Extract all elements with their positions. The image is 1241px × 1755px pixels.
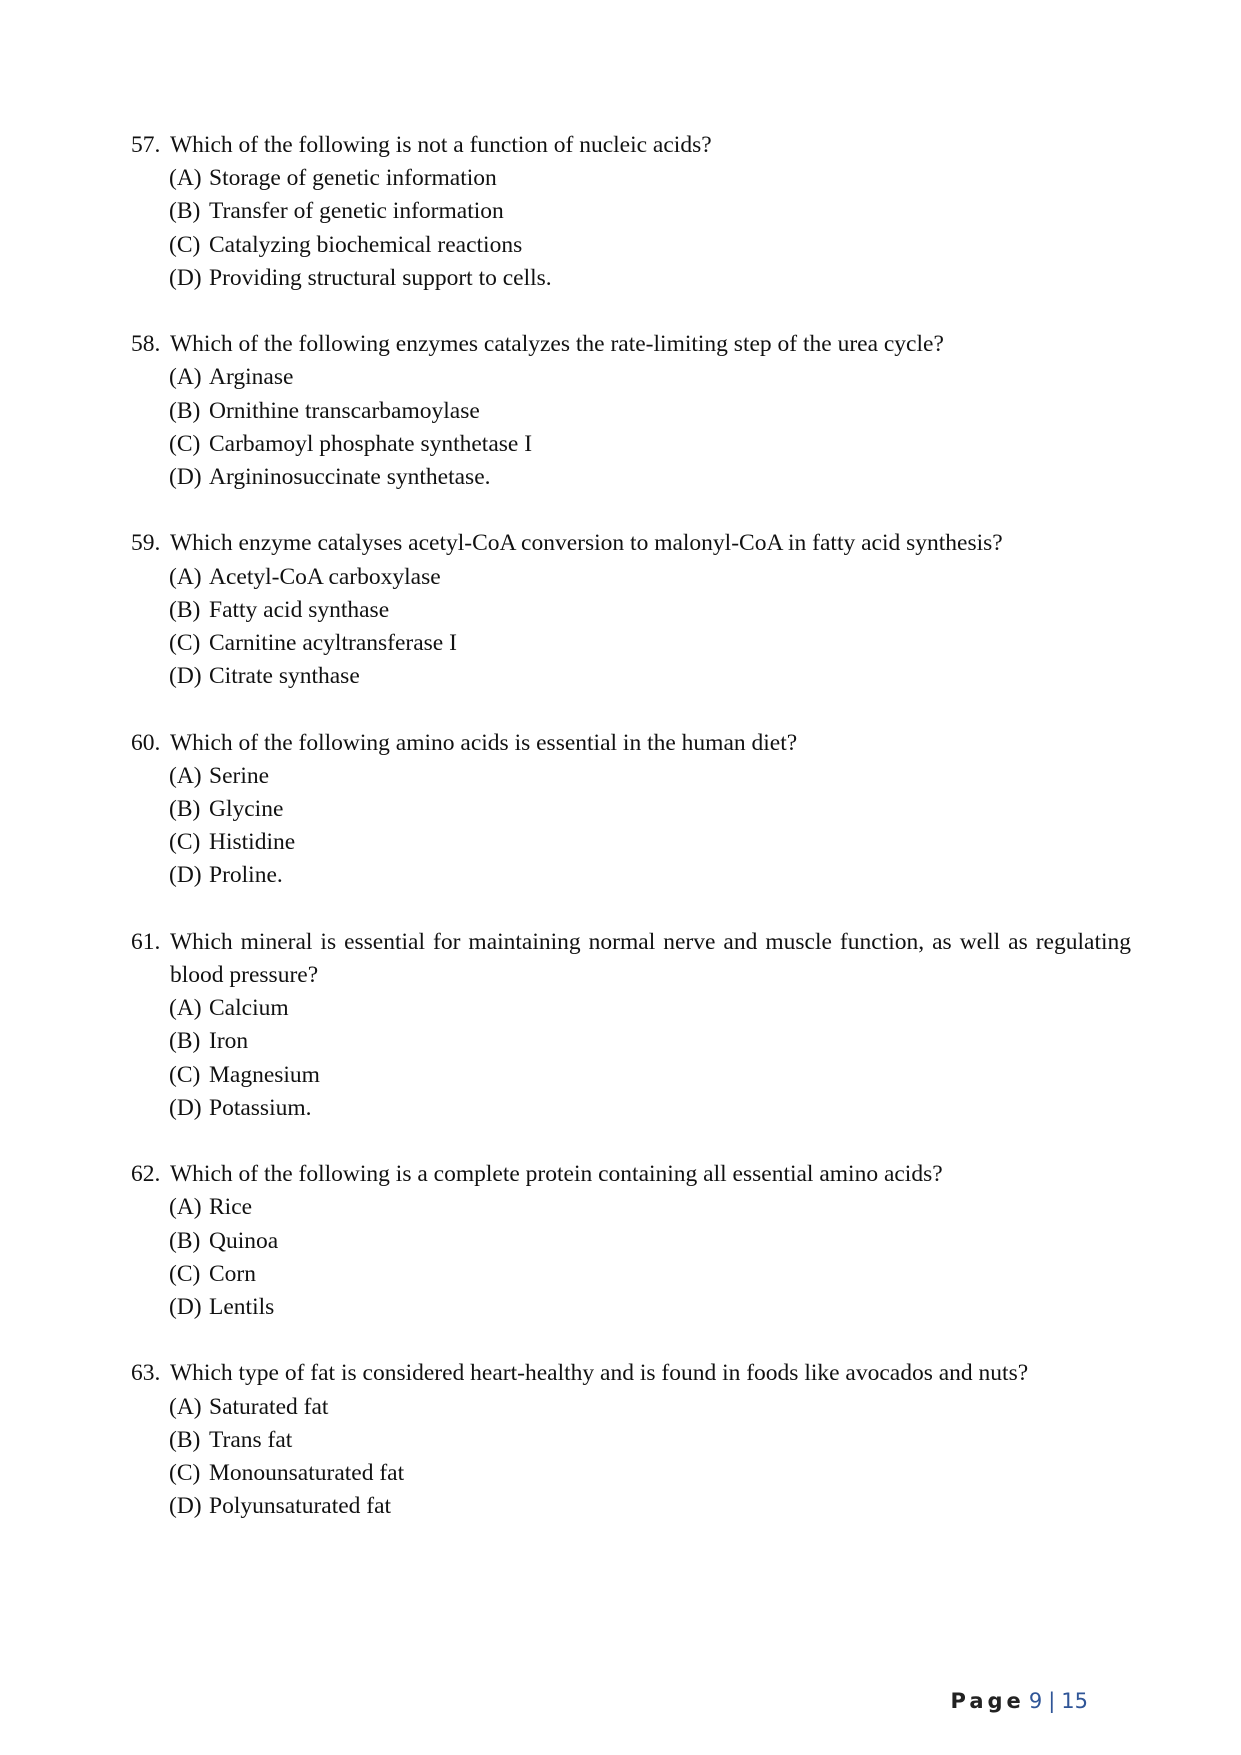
option-c xyxy=(169,826,1131,859)
option-text: Carnitine acyltransferase I xyxy=(209,630,457,657)
option-text: Ornithine transcarbamoylase xyxy=(209,397,480,424)
option-b xyxy=(169,1025,1131,1058)
option-d xyxy=(169,262,1131,295)
option-text: Fatty acid synthase xyxy=(209,596,390,623)
option-label: (D) xyxy=(169,464,202,491)
option-c xyxy=(169,1059,1131,1092)
option-label: (A) xyxy=(169,165,202,192)
option-text: Corn xyxy=(209,1260,256,1287)
question-61 xyxy=(131,926,1131,1125)
option-text: Providing structural support to cells. xyxy=(209,264,552,291)
option-text: Storage of genetic information xyxy=(209,165,497,192)
option-d xyxy=(169,1490,1131,1523)
option-text: Iron xyxy=(209,1028,249,1055)
option-text: Quinoa xyxy=(209,1227,279,1254)
option-list xyxy=(131,1391,1131,1524)
question-text: Which enzyme catalyses acetyl-CoA conversion to malonyl-CoA in fatty acid synthesis? xyxy=(170,530,1003,557)
option-label: (B) xyxy=(169,596,201,623)
option-label: (D) xyxy=(169,1294,202,1321)
option-b xyxy=(169,594,1131,627)
option-b xyxy=(169,195,1131,228)
option-label: (D) xyxy=(169,264,202,291)
option-label: (A) xyxy=(169,563,202,590)
option-text: Saturated fat xyxy=(209,1393,329,1420)
option-c xyxy=(169,1258,1131,1291)
question-list xyxy=(131,129,1131,1557)
option-b xyxy=(169,1424,1131,1457)
question-number: 58. xyxy=(131,331,161,358)
option-text: Transfer of genetic information xyxy=(209,198,504,225)
option-d xyxy=(169,859,1131,892)
option-text: Argininosuccinate synthetase. xyxy=(209,464,491,491)
option-text: Trans fat xyxy=(209,1426,293,1453)
option-label: (A) xyxy=(169,1393,202,1420)
question-number: 63. xyxy=(131,1360,161,1387)
option-label: (A) xyxy=(169,762,202,789)
option-text: Lentils xyxy=(209,1294,275,1321)
question-number: 62. xyxy=(131,1161,161,1188)
option-label: (C) xyxy=(169,1260,201,1287)
option-list xyxy=(131,1191,1131,1324)
question-text: Which type of fat is considered heart-healthy and is found in foods like avocados and nuts? xyxy=(170,1360,1029,1387)
option-a xyxy=(169,561,1131,594)
question-text: Which mineral is essential for maintaining normal nerve and muscle function, as well as regulating blood pressure? xyxy=(170,928,1131,989)
question-59 xyxy=(131,527,1131,693)
option-label: (B) xyxy=(169,1426,201,1453)
option-list xyxy=(131,361,1131,494)
option-c xyxy=(169,1457,1131,1490)
option-a xyxy=(169,361,1131,394)
question-58 xyxy=(131,328,1131,494)
option-label: (C) xyxy=(169,829,201,856)
option-text: Arginase xyxy=(209,364,294,391)
question-number: 57. xyxy=(131,132,161,158)
question-62 xyxy=(131,1158,1131,1324)
option-text: Serine xyxy=(209,762,270,789)
option-a xyxy=(169,992,1131,1025)
question-text: Which of the following is not a function of nucleic acids? xyxy=(170,132,712,158)
option-text: Magnesium xyxy=(209,1061,320,1088)
option-c xyxy=(169,229,1131,262)
option-text: Glycine xyxy=(209,796,284,823)
option-list xyxy=(131,162,1131,295)
option-label: (C) xyxy=(169,231,201,258)
option-a xyxy=(169,760,1131,793)
option-label: (B) xyxy=(169,198,201,225)
option-text: Potassium. xyxy=(209,1094,312,1121)
option-d xyxy=(169,660,1131,693)
option-label: (B) xyxy=(169,796,201,823)
question-text: Which of the following enzymes catalyzes the rate-limiting step of the urea cycle? xyxy=(170,331,944,358)
option-text: Catalyzing biochemical reactions xyxy=(209,231,523,258)
option-label: (B) xyxy=(169,397,201,424)
option-c xyxy=(169,627,1131,660)
question-number: 61. xyxy=(131,928,161,955)
option-label: (A) xyxy=(169,1194,202,1221)
option-list xyxy=(131,760,1131,893)
option-b xyxy=(169,1225,1131,1258)
page-footer xyxy=(951,1688,1088,1714)
option-label: (D) xyxy=(169,862,202,889)
option-text: Proline. xyxy=(209,862,283,889)
option-text: Carbamoyl phosphate synthetase I xyxy=(209,430,533,457)
option-label: (C) xyxy=(169,430,201,457)
option-d xyxy=(169,1092,1131,1125)
option-d xyxy=(169,1291,1131,1324)
option-text: Polyunsaturated fat xyxy=(209,1493,392,1520)
option-d xyxy=(169,461,1131,494)
option-label: (A) xyxy=(169,364,202,391)
option-label: (D) xyxy=(169,663,202,690)
option-text: Histidine xyxy=(209,829,296,856)
option-text: Citrate synthase xyxy=(209,663,360,690)
option-list xyxy=(131,561,1131,694)
option-b xyxy=(169,395,1131,428)
question-text: Which of the following amino acids is essential in the human diet? xyxy=(170,729,798,756)
question-60 xyxy=(131,727,1131,893)
question-63 xyxy=(131,1357,1131,1523)
option-label: (C) xyxy=(169,1061,201,1088)
question-number: 59. xyxy=(131,530,161,557)
option-a xyxy=(169,1191,1131,1224)
option-label: (D) xyxy=(169,1094,202,1121)
option-label: (C) xyxy=(169,630,201,657)
question-number: 60. xyxy=(131,729,161,756)
option-text: Monounsaturated fat xyxy=(209,1460,405,1487)
option-text: Calcium xyxy=(209,995,289,1022)
page-number: 9 xyxy=(1028,1689,1043,1713)
option-a xyxy=(169,162,1131,195)
page-total: 15 xyxy=(1061,1689,1088,1713)
option-list xyxy=(131,992,1131,1125)
option-b xyxy=(169,793,1131,826)
question-57 xyxy=(131,129,1131,295)
option-label: (B) xyxy=(169,1028,201,1055)
option-text: Rice xyxy=(209,1194,253,1221)
page-separator: | xyxy=(1048,1689,1056,1713)
option-label: (C) xyxy=(169,1460,201,1487)
option-text: Acetyl-CoA carboxylase xyxy=(209,563,441,590)
page-label: Page xyxy=(950,1689,1025,1713)
option-label: (A) xyxy=(169,995,202,1022)
option-label: (D) xyxy=(169,1493,202,1520)
option-label: (B) xyxy=(169,1227,201,1254)
question-text: Which of the following is a complete protein containing all essential amino acids? xyxy=(170,1161,943,1188)
option-a xyxy=(169,1391,1131,1424)
option-c xyxy=(169,428,1131,461)
